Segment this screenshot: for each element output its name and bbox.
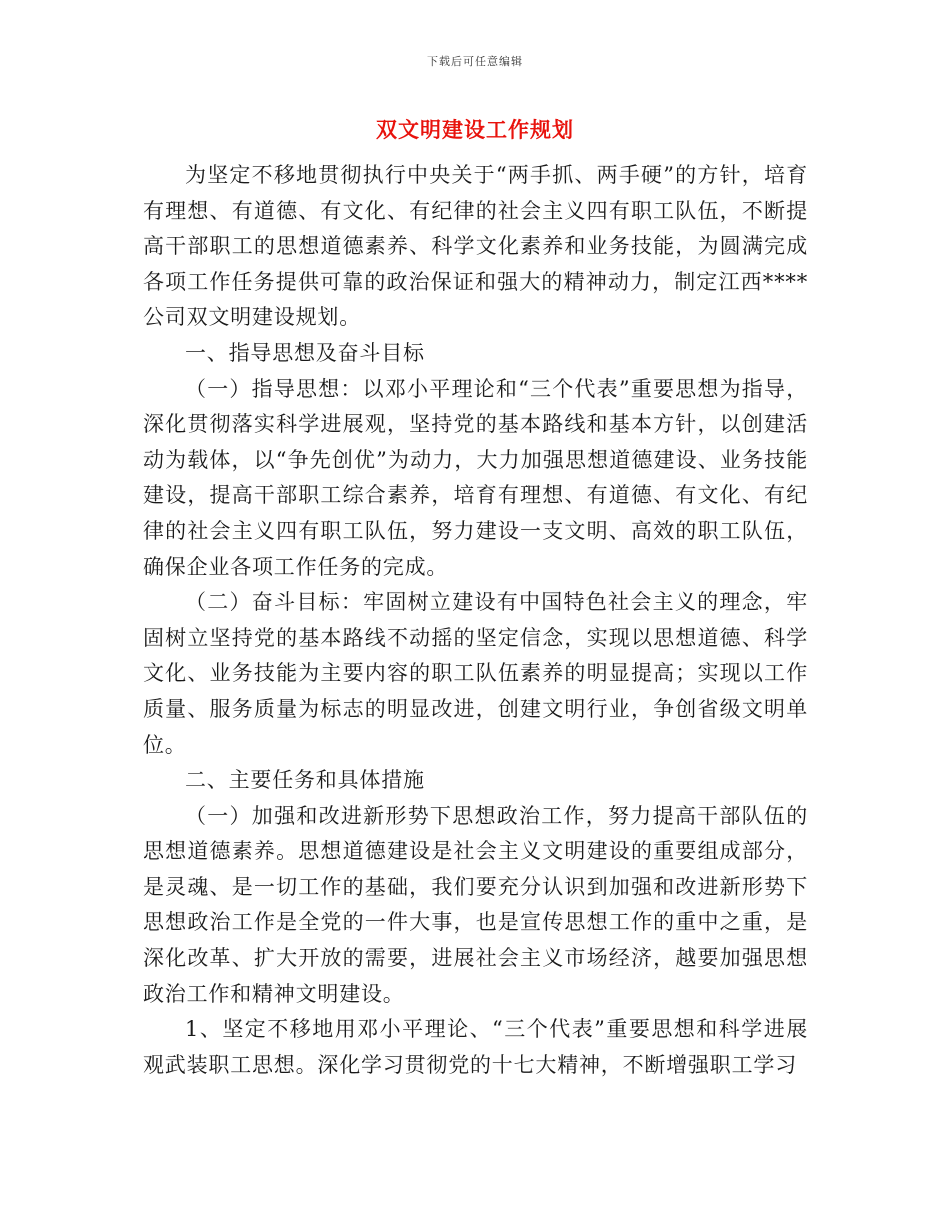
header-note: 下载后可任意编辑 <box>427 55 523 68</box>
guiding-ideology-paragraph: （一）指导思想：以邓小平理论和“三个代表”重要思想为指导，深化贯彻落实科学进展观，坚持党的基本路线和基本方针，以创建活动为载体，以“争先创优”为动力，大力加强思想道德建设、业务技能建设，提高干部职工综合素养，培育有理想、有道德、有文化、有纪律的社会主义四有职工队伍，努力建设一支文明、高效的职工队伍，确保企业各项工作任务的完成。 <box>143 376 808 579</box>
goals-paragraph: （二）奋斗目标：牢固树立建设有中国特色社会主义的理念，牢固树立坚持党的基本路线不动摇的坚定信念，实现以思想道德、科学文化、业务技能为主要内容的职工队伍素养的明显提高；实现以工作质量、服务质量为标志的明显改进，创建文明行业，争创省级文明单位。 <box>143 590 808 757</box>
section-heading-1: 一、指导思想及奋斗目标 <box>185 340 425 365</box>
document-body <box>143 158 808 1083</box>
intro-paragraph: 为坚定不移地贯彻执行中央关于“两手抓、两手硬”的方针，培育有理想、有道德、有文化、有纪律的社会主义四有职工队伍，不断提高干部职工的思想道德素养、科学文化素养和业务技能，为圆满完成各项工作任务提供可靠的政治保证和强大的精神动力，制定江西****公司双文明建设规划。 <box>143 163 808 330</box>
ideological-work-paragraph: （一）加强和改进新形势下思想政治工作，努力提高干部队伍的思想道德素养。思想道德建设是社会主义文明建设的重要组成部分，是灵魂、是一切工作的基础，我们要充分认识到加强和改进新形势下思想政治工作是全党的一件大事，也是宣传思想工作的重中之重，是深化改革、扩大开放的需要，进展社会主义市场经济，越要加强思想政治工作和精神文明建设。 <box>143 803 808 1006</box>
section-heading-2: 二、主要任务和具体措施 <box>185 768 425 793</box>
item-1-paragraph: 1、坚定不移地用邓小平理论、“三个代表”重要思想和科学进展观武装职工思想。深化学习贯彻党的十七大精神，不断增强职工学习 <box>143 1017 808 1077</box>
document-title: 双文明建设工作规划 <box>376 117 574 142</box>
